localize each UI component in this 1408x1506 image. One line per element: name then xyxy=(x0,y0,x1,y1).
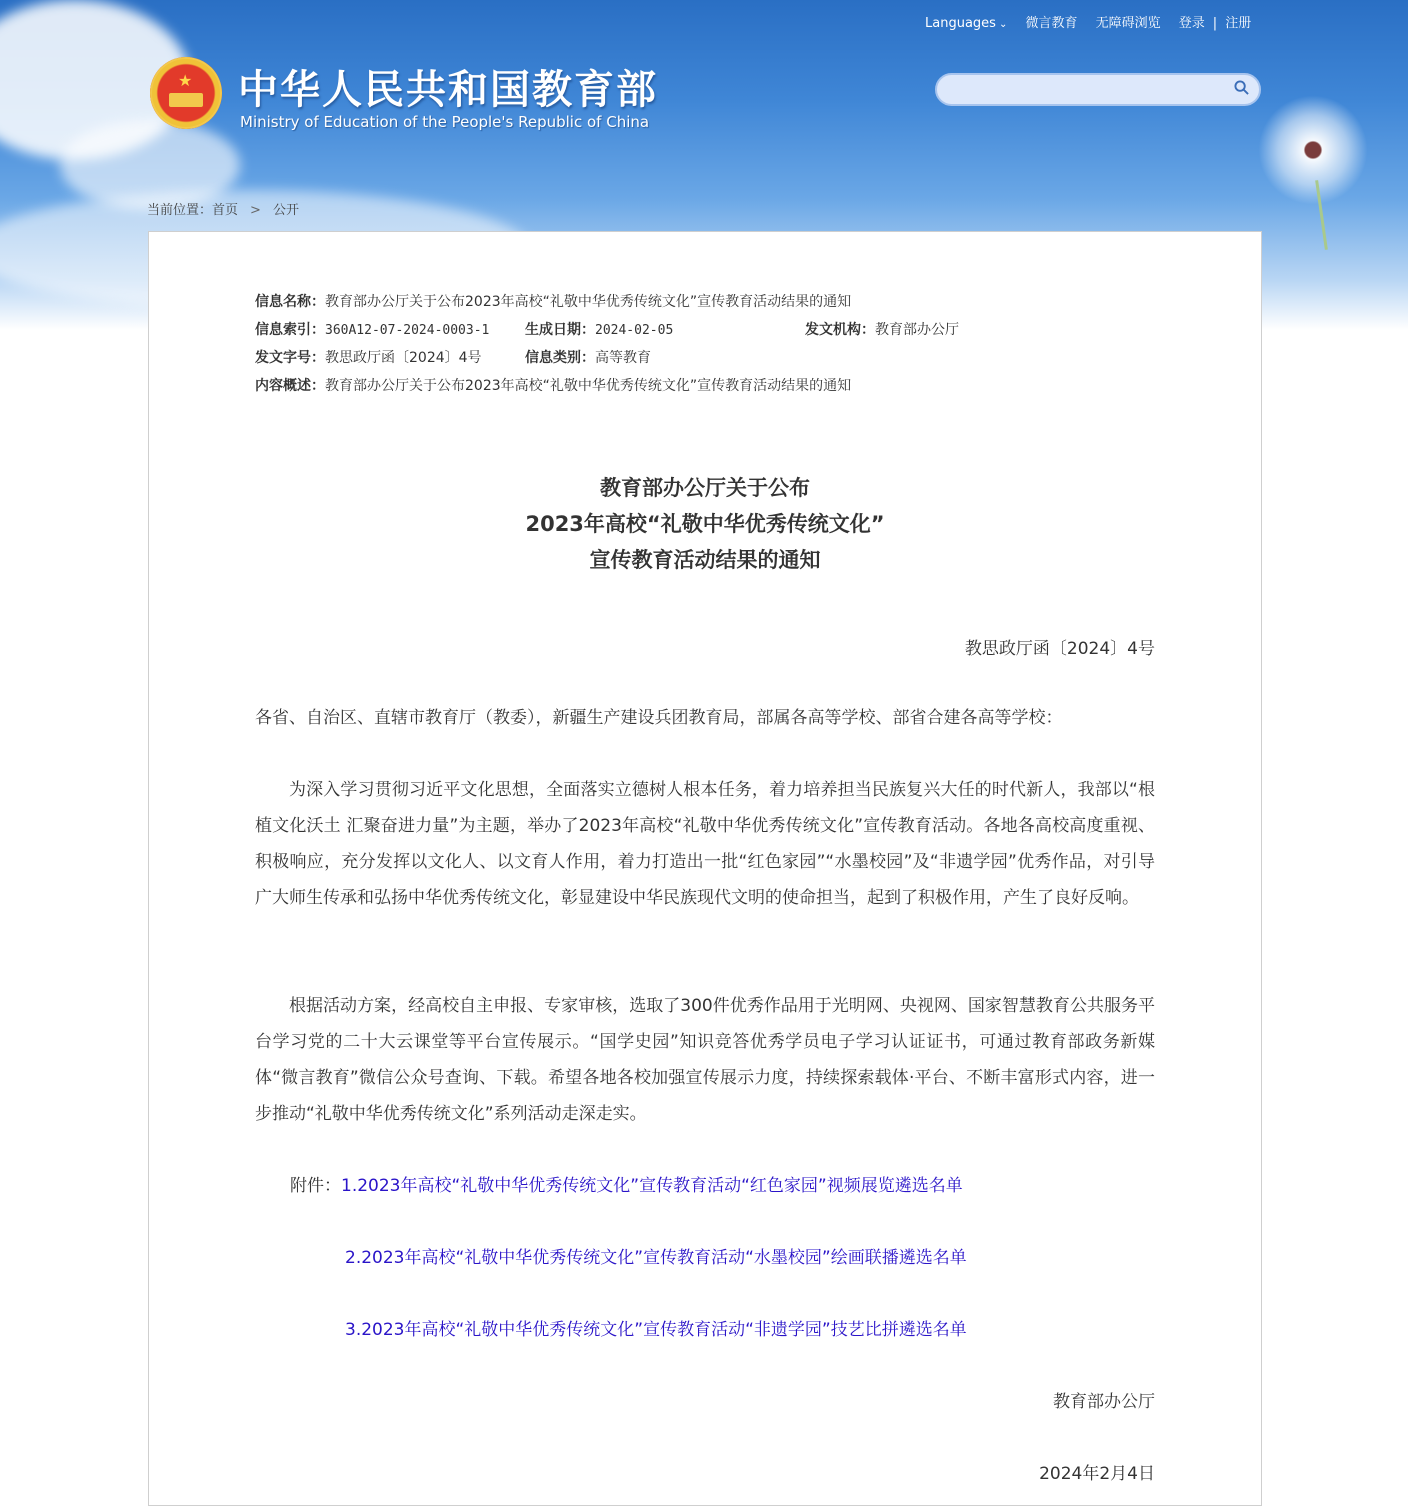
divider: | xyxy=(1212,16,1218,31)
attachment-item xyxy=(290,1168,963,1204)
addressee-text: 各省、自治区、直辖市教育厅（教委），新疆生产建设兵团教育局，部属各高等学校、部省合建各高等学校： xyxy=(255,708,1063,728)
addressee xyxy=(255,700,1155,736)
sign-date: 2024年2月4日 xyxy=(1039,1464,1155,1484)
chevron-down-icon: ⌄ xyxy=(998,19,1008,30)
star-icon: ★ xyxy=(178,71,193,90)
attachment-item xyxy=(345,1312,967,1348)
breadcrumb-home[interactable]: 首页 xyxy=(212,203,239,218)
breadcrumb-current[interactable]: 公开 xyxy=(272,203,299,218)
meta-label: 生成日期： xyxy=(525,322,595,338)
breadcrumb-prefix: 当前位置： xyxy=(147,203,213,218)
search-box xyxy=(935,73,1261,106)
attachment-link-3[interactable]: 3.2023年高校“礼敬中华优秀传统文化”宣传教育活动“非遗学园”技艺比拼遴选名单 xyxy=(345,1320,967,1340)
chevron-right-icon: > xyxy=(250,203,261,218)
national-emblem-logo[interactable] xyxy=(150,57,222,129)
meta-value: 教育部办公厅关于公布2023年高校“礼敬中华优秀传统文化”宣传教育活动结果的通知 xyxy=(325,294,852,310)
attachment-link-1[interactable]: 1.2023年高校“礼敬中华优秀传统文化”宣传教育活动“红色家园”视频展览遴选名单 xyxy=(341,1176,963,1196)
meta-value: 2024-02-05 xyxy=(595,323,674,338)
accessible-link[interactable]: 无障碍浏览 xyxy=(1095,16,1161,31)
title-line: 教育部办公厅关于公布 xyxy=(600,476,810,500)
search-input[interactable] xyxy=(949,75,1233,105)
dandelion-decoration xyxy=(1258,95,1368,205)
meta-label: 发文机构： xyxy=(805,322,875,338)
paragraph-2 xyxy=(255,988,1155,1132)
meta-value: 高等教育 xyxy=(595,350,651,366)
info-metadata xyxy=(255,290,959,402)
site-title-cn[interactable]: 中华人民共和国教育部 xyxy=(238,67,658,113)
title-line: 宣传教育活动结果的通知 xyxy=(589,548,821,572)
paragraph-text: 为深入学习贯彻习近平文化思想，全面落实立德树人根本任务，着力培养担当民族复兴大任的时代新人，我部以“根植文化沃土 汇聚奋进力量”为主题，举办了2023年高校“礼敬中华优秀传统文化”宣传教育活动。各地各高校高度重视、积极响应，充分发挥以文化人、以文育人作用，着力打造出一批“红色家园”“水墨校园”及“非遗学园”优秀作品，对引导广大师生传承和弘扬中华优秀传统文化，彰显建设中华民族现代文明的使命担当，起到了积极作用，产生了良好反响。 xyxy=(255,780,1155,908)
search-icon[interactable] xyxy=(1234,80,1249,95)
gate-icon xyxy=(169,93,203,107)
meta-row-name xyxy=(255,290,851,318)
attachment-link-2[interactable]: 2.2023年高校“礼敬中华优秀传统文化”宣传教育活动“水墨校园”绘画联播遴选名单 xyxy=(345,1248,967,1268)
meta-row-index xyxy=(255,318,959,346)
paragraph-1 xyxy=(255,772,1155,916)
meta-row-summary xyxy=(255,374,851,402)
meta-row-docno xyxy=(255,346,851,374)
site-title-en: Ministry of Education of the People's Republic of China xyxy=(240,113,650,131)
article-title xyxy=(255,470,1155,578)
meta-value: 教育部办公厅关于公布2023年高校“礼敬中华优秀传统文化”宣传教育活动结果的通知 xyxy=(325,378,852,394)
meta-label: 发文字号： xyxy=(255,350,325,366)
meta-label: 信息名称： xyxy=(255,294,325,310)
title-line: 2023年高校“礼敬中华优秀传统文化” xyxy=(525,512,885,536)
breadcrumb xyxy=(147,199,299,218)
top-nav xyxy=(925,12,1265,31)
attachment-label: 附件： xyxy=(290,1176,341,1196)
languages-menu[interactable]: Languages ⌄ xyxy=(925,16,1008,31)
signer: 教育部办公厅 xyxy=(1053,1392,1155,1412)
paragraph-text: 根据活动方案，经高校自主申报、专家审核，选取了300件优秀作品用于光明网、央视网、国家智慧教育公共服务平台学习党的二十大云课堂等平台宣传展示。“国学史园”知识竞答优秀学员电子学习认证证书，可通过教育部政务新媒体“微言教育”微信公众号查询、下载。希望各地各校加强宣传展示力度，持续探索载体·平台、不断丰富形式内容，进一步推动“礼敬中华优秀传统文化”系列活动走深走实。 xyxy=(255,996,1155,1124)
login-link[interactable]: 登录 xyxy=(1178,16,1205,31)
attachment-item xyxy=(345,1240,967,1276)
meta-value: 教思政厅函〔2024〕4号 xyxy=(325,350,482,366)
meta-value: 360A12-07-2024-0003-1 xyxy=(325,323,490,338)
register-link[interactable]: 注册 xyxy=(1225,16,1252,31)
meta-label: 内容概述： xyxy=(255,378,325,394)
document-number: 教思政厅函〔2024〕4号 xyxy=(964,639,1155,659)
meta-value: 教育部办公厅 xyxy=(875,322,959,338)
weixin-link[interactable]: 微言教育 xyxy=(1025,16,1078,31)
meta-label: 信息索引： xyxy=(255,322,325,338)
meta-label: 信息类别： xyxy=(525,350,595,366)
